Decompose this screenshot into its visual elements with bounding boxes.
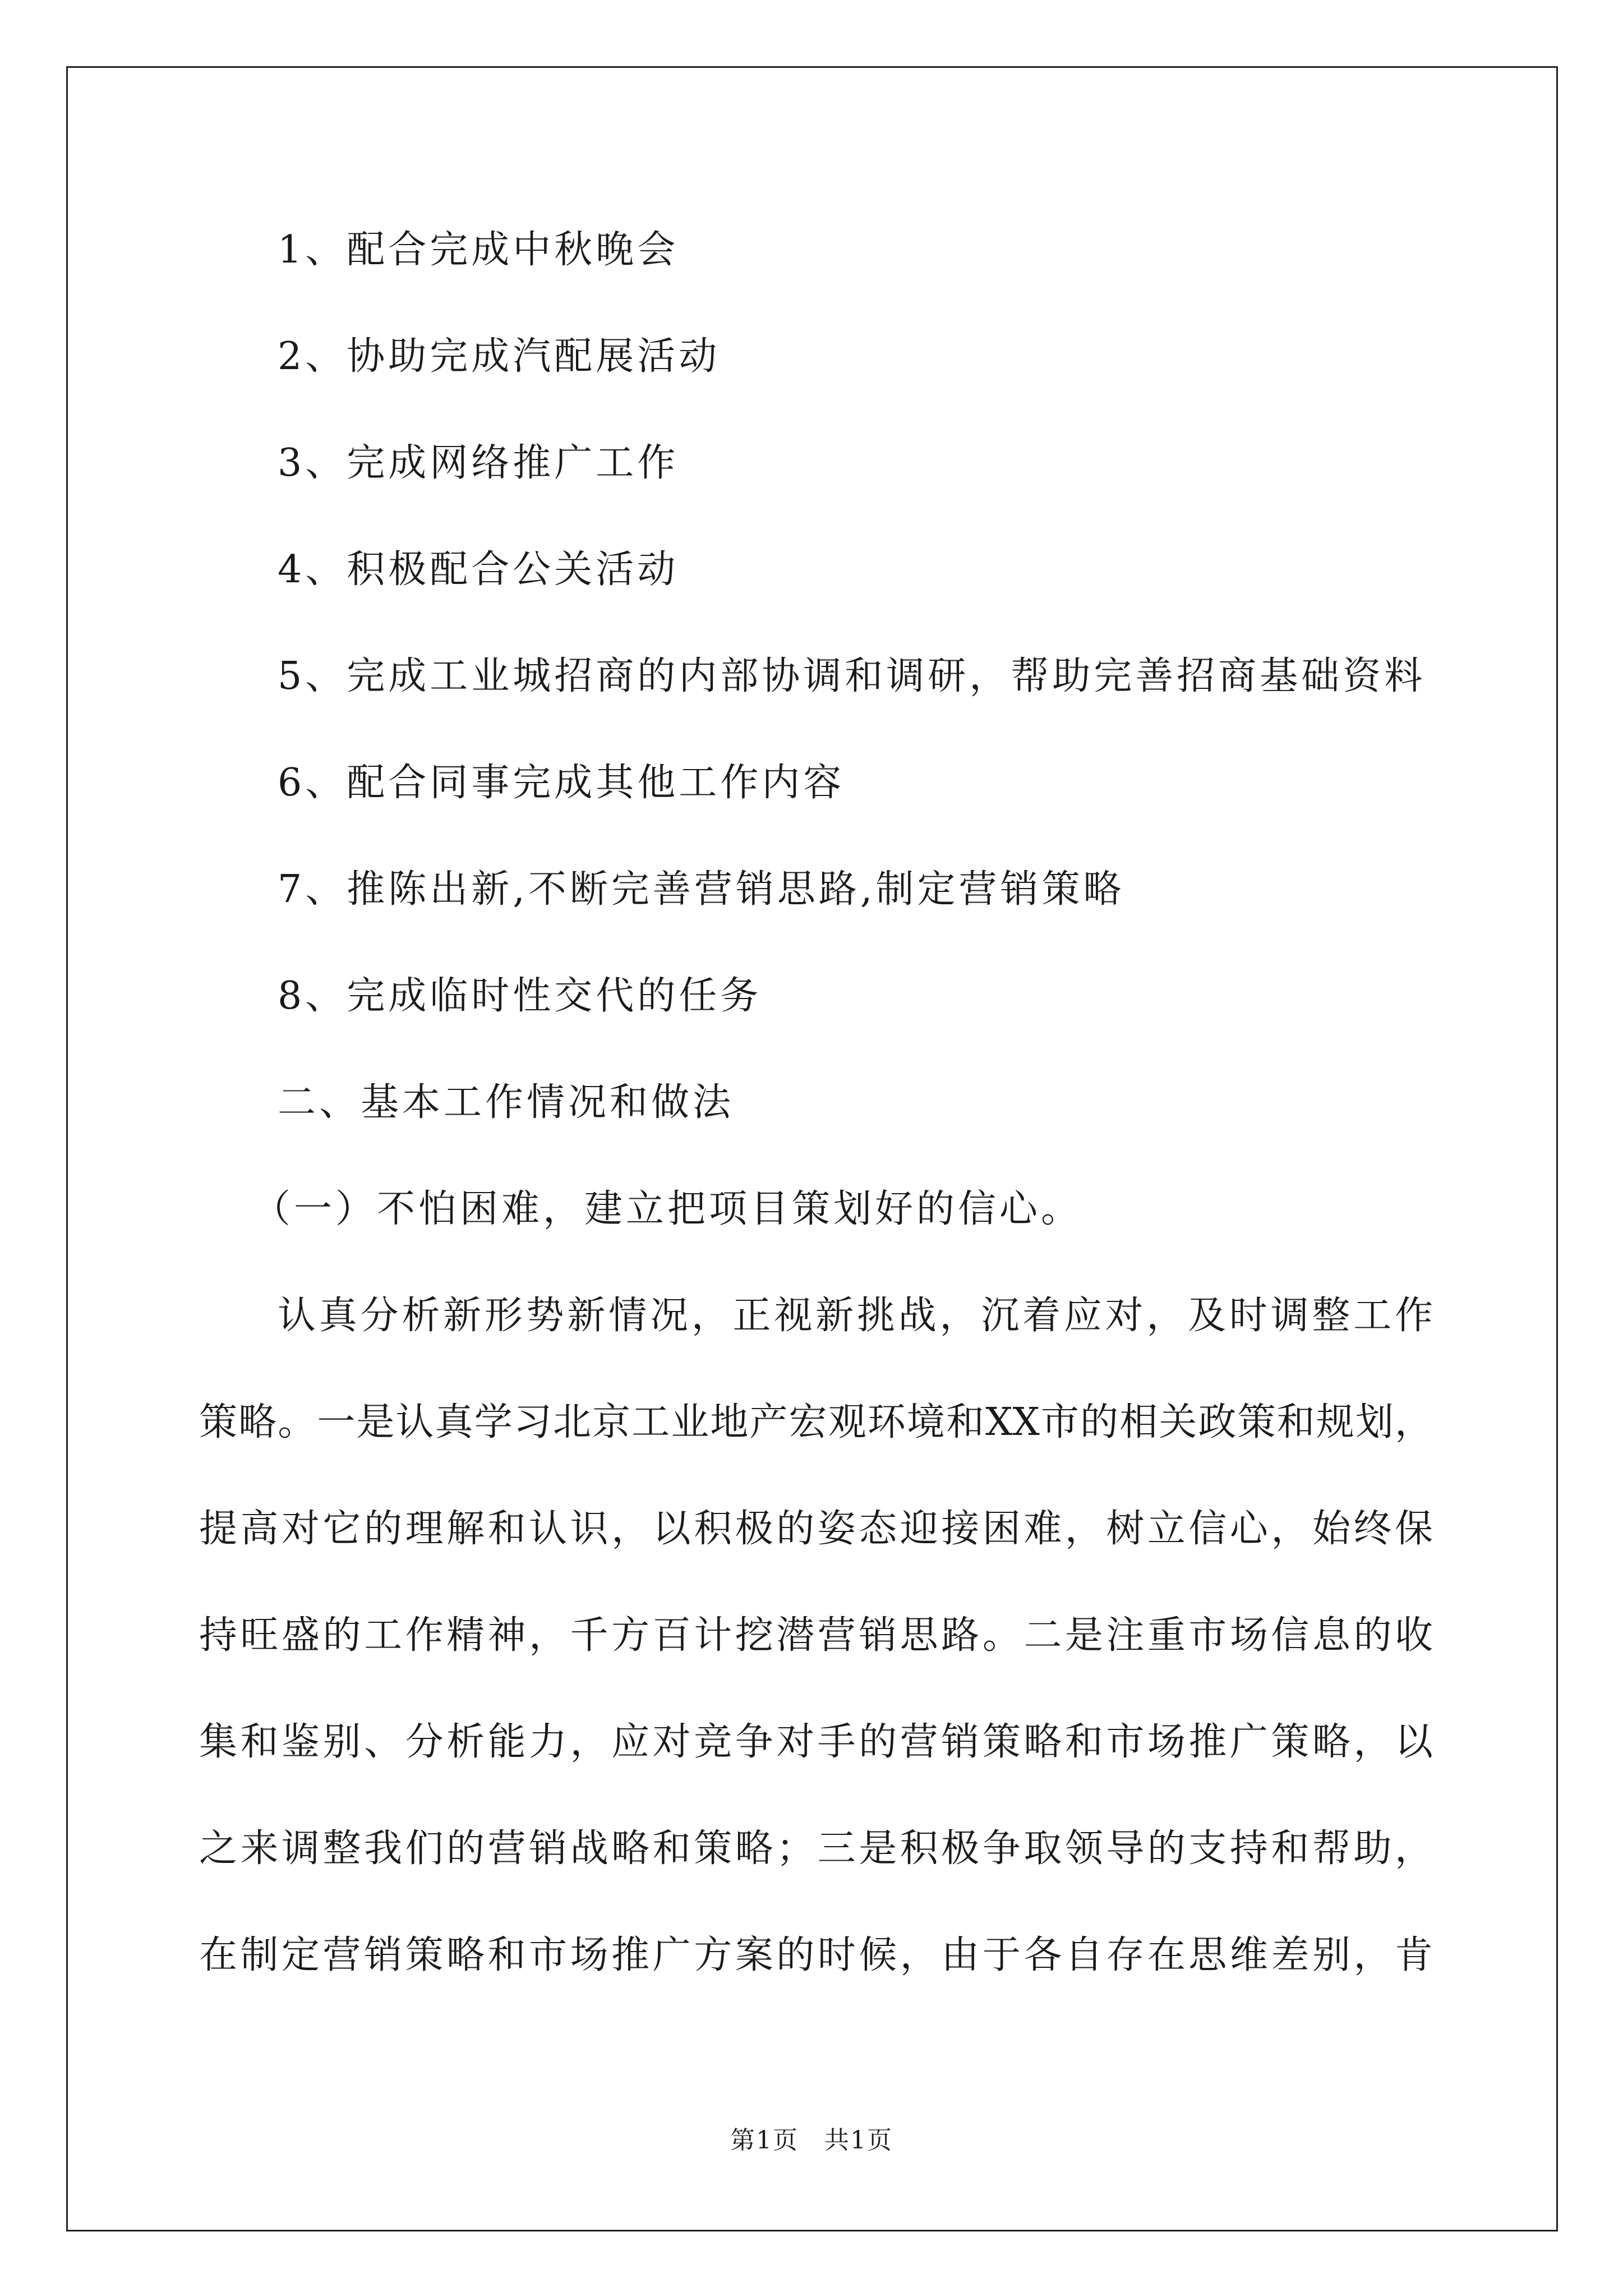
list-item: 3、完成网络推广工作 <box>278 441 679 485</box>
paragraph-line: 集和鉴别、分析能力，应对竞争对手的营销策略和市场推广策略，以 <box>199 1720 1433 1764</box>
paragraph-line: 提高对它的理解和认识，以积极的姿态迎接困难，树立信心，始终保 <box>199 1507 1433 1551</box>
paragraph-line: 认真分析新形势新情况，正视新挑战，沉着应对，及时调整工作 <box>278 1294 1433 1338</box>
section-heading: 二、基本工作情况和做法 <box>278 1080 735 1125</box>
paragraph-line: 持旺盛的工作精神，千方百计挖潜营销思路。二是注重市场信息的收 <box>199 1613 1433 1658</box>
page-number-footer: 第1页 共1页 <box>730 2126 893 2155</box>
list-item: 8、完成临时性交代的任务 <box>278 974 762 1018</box>
list-item: 2、协助完成汽配展活动 <box>278 334 721 379</box>
list-item: 1、配合完成中秋晚会 <box>278 228 679 272</box>
list-item: 4、积极配合公关活动 <box>278 547 679 592</box>
subsection-heading: （一）不怕困难，建立把项目策划好的信心。 <box>252 1187 1083 1231</box>
paragraph-line: 策略。一是认真学习北京工业地产宏观环境和XX市的相关政策和规划， <box>199 1400 1433 1444</box>
paragraph-line: 之来调整我们的营销战略和策略；三是积极争取领导的支持和帮助， <box>199 1826 1433 1871</box>
list-item: 7、推陈出新,不断完善营销思路,制定营销策略 <box>278 867 1125 912</box>
page-border <box>66 66 1558 2231</box>
list-item: 5、完成工业城招商的内部协调和调研，帮助完善招商基础资料 <box>278 654 1426 698</box>
paragraph-line: 在制定营销策略和市场推广方案的时候，由于各自存在思维差别，肯 <box>199 1933 1433 1977</box>
list-item: 6、配合同事完成其他工作内容 <box>278 761 845 805</box>
